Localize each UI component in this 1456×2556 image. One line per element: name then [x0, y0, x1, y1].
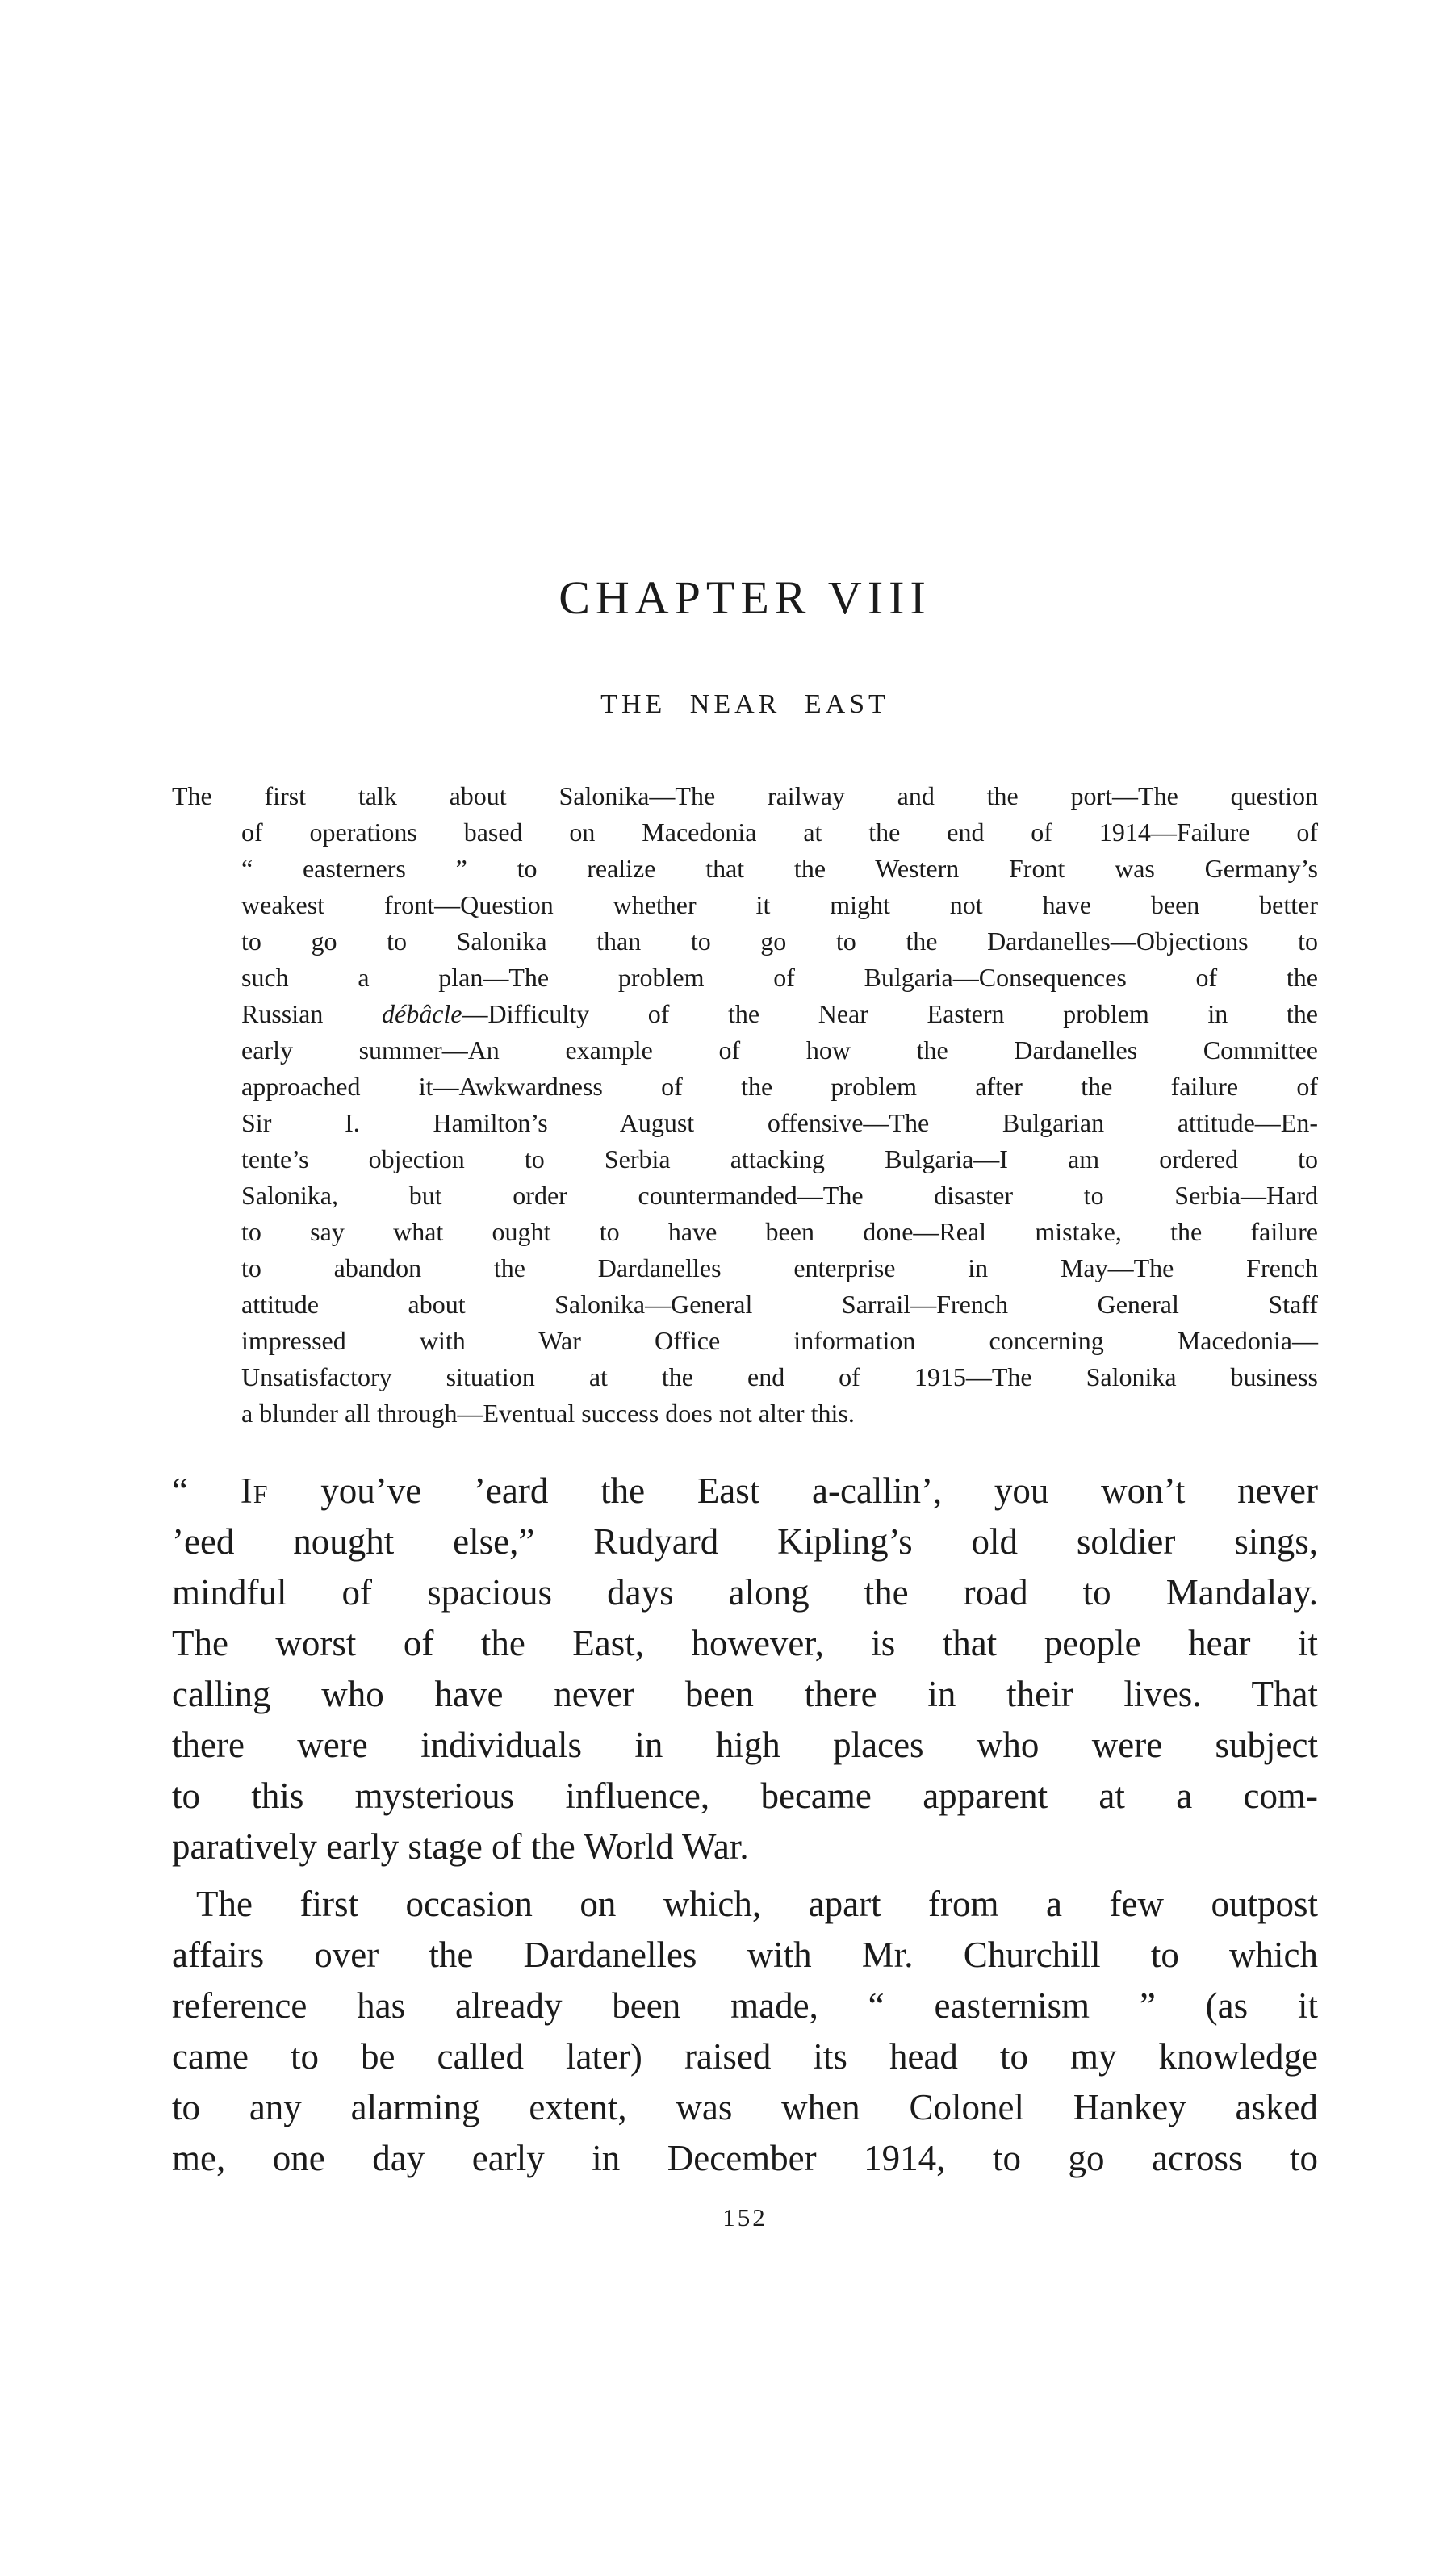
summary-line — [172, 887, 1318, 923]
text-segment: attitude about Salonika—General Sarrail—French General Staff — [241, 1290, 1318, 1319]
summary-line — [172, 1250, 1318, 1286]
text-segment: ’eed nought else,” Rudyard Kipling’s old soldier sings, — [172, 1521, 1318, 1562]
summary-line — [172, 960, 1318, 996]
summary-line — [172, 1323, 1318, 1359]
text-segment: The first talk about Salonika—The railway and the port—The question — [172, 781, 1318, 810]
text-segment: to abandon the Dardanelles enterprise in May—The French — [241, 1253, 1318, 1282]
text-line — [172, 1618, 1318, 1669]
text-segment: If — [240, 1470, 269, 1511]
text-segment: impressed with War Office information concerning Macedonia— — [241, 1326, 1318, 1355]
text-line — [172, 1466, 1318, 1516]
text-segment: “ easterners ” to realize that the Western Front was Germany’s — [241, 854, 1318, 883]
text-segment: to say what ought to have been done—Real mistake, the failure — [241, 1217, 1318, 1246]
text-line — [172, 2133, 1318, 2184]
text-segment: —Difficulty of the Near Eastern problem in the — [462, 999, 1319, 1028]
text-line — [172, 1669, 1318, 1720]
text-line — [172, 1771, 1318, 1822]
text-segment: Unsatisfactory situation at the end of 1915—The Salonika business — [241, 1362, 1318, 1391]
text-segment: there were individuals in high places who were subject — [172, 1725, 1318, 1765]
text-line — [172, 1879, 1318, 1930]
text-line — [172, 1930, 1318, 1981]
text-line — [172, 2031, 1318, 2082]
chapter-heading: CHAPTER VIII — [559, 571, 931, 624]
text-column — [172, 0, 1318, 2232]
text-segment: paratively early stage of the World War. — [172, 1826, 749, 1867]
text-line — [172, 1567, 1318, 1618]
text-segment: débâcle — [381, 999, 462, 1028]
text-line — [172, 1720, 1318, 1771]
text-segment: reference has already been made, “ easternism ” (as it — [172, 1985, 1318, 2026]
summary-line — [172, 1141, 1318, 1178]
summary-line — [172, 1359, 1318, 1395]
text-segment: tente’s objection to Serbia attacking Bulgaria—I am ordered to — [241, 1144, 1318, 1173]
chapter-summary — [172, 778, 1318, 1432]
summary-line — [172, 1214, 1318, 1250]
text-segment: calling who have never been there in their lives. That — [172, 1674, 1318, 1714]
text-segment: me, one day early in December 1914, to go across to — [172, 2138, 1318, 2178]
summary-line — [172, 1286, 1318, 1323]
text-segment: you’ve ’eard the East a-callin’, you won’t never — [268, 1470, 1318, 1511]
text-line — [172, 1516, 1318, 1567]
summary-line — [172, 778, 1318, 814]
text-segment: Sir I. Hamilton’s August offensive—The Bulgarian attitude—En- — [241, 1108, 1318, 1137]
text-segment: The first occasion on which, apart from a few outpost — [196, 1884, 1318, 1924]
paragraph — [172, 1466, 1318, 1872]
summary-line — [172, 1032, 1318, 1069]
text-segment: to this mysterious influence, became apparent at a com- — [172, 1776, 1318, 1816]
text-segment: such a plan—The problem of Bulgaria—Consequences of the — [241, 963, 1318, 992]
summary-line — [172, 1178, 1318, 1214]
text-segment: The worst of the East, however, is that people hear it — [172, 1623, 1318, 1663]
text-line — [172, 1822, 1318, 1872]
text-segment: approached it—Awkwardness of the problem after the failure of — [241, 1072, 1318, 1101]
text-line — [172, 1981, 1318, 2031]
text-segment: to go to Salonika than to go to the Dardanelles—Objections to — [241, 927, 1318, 956]
chapter-subtitle: THE NEAR EAST — [600, 689, 889, 719]
text-segment: early summer—An example of how the Dardanelles Committee — [241, 1035, 1318, 1065]
summary-line — [172, 851, 1318, 887]
text-line — [172, 2082, 1318, 2133]
summary-line — [172, 923, 1318, 960]
text-segment: Russian — [241, 999, 382, 1028]
text-segment: “ — [172, 1470, 241, 1511]
paragraph — [172, 1879, 1318, 2184]
summary-line — [172, 1395, 1318, 1432]
summary-line — [172, 996, 1318, 1032]
summary-line — [172, 1105, 1318, 1141]
text-segment: to any alarming extent, was when Colonel Hankey asked — [172, 2087, 1318, 2127]
text-segment: of operations based on Macedonia at the end of 1914—Failure of — [241, 818, 1318, 847]
text-segment: came to be called later) raised its head to my knowledge — [172, 2036, 1318, 2077]
summary-line — [172, 814, 1318, 851]
summary-line — [172, 1069, 1318, 1105]
text-segment: a blunder all through—Eventual success does not alter this. — [241, 1399, 855, 1428]
text-segment: affairs over the Dardanelles with Mr. Churchill to which — [172, 1935, 1318, 1975]
text-segment: weakest front—Question whether it might not have been better — [241, 890, 1318, 919]
text-segment: Salonika, but order countermanded—The disaster to Serbia—Hard — [241, 1181, 1318, 1210]
body-text — [172, 1466, 1318, 2184]
page-number: 152 — [722, 2203, 768, 2232]
text-segment: mindful of spacious days along the road to Mandalay. — [172, 1572, 1318, 1613]
